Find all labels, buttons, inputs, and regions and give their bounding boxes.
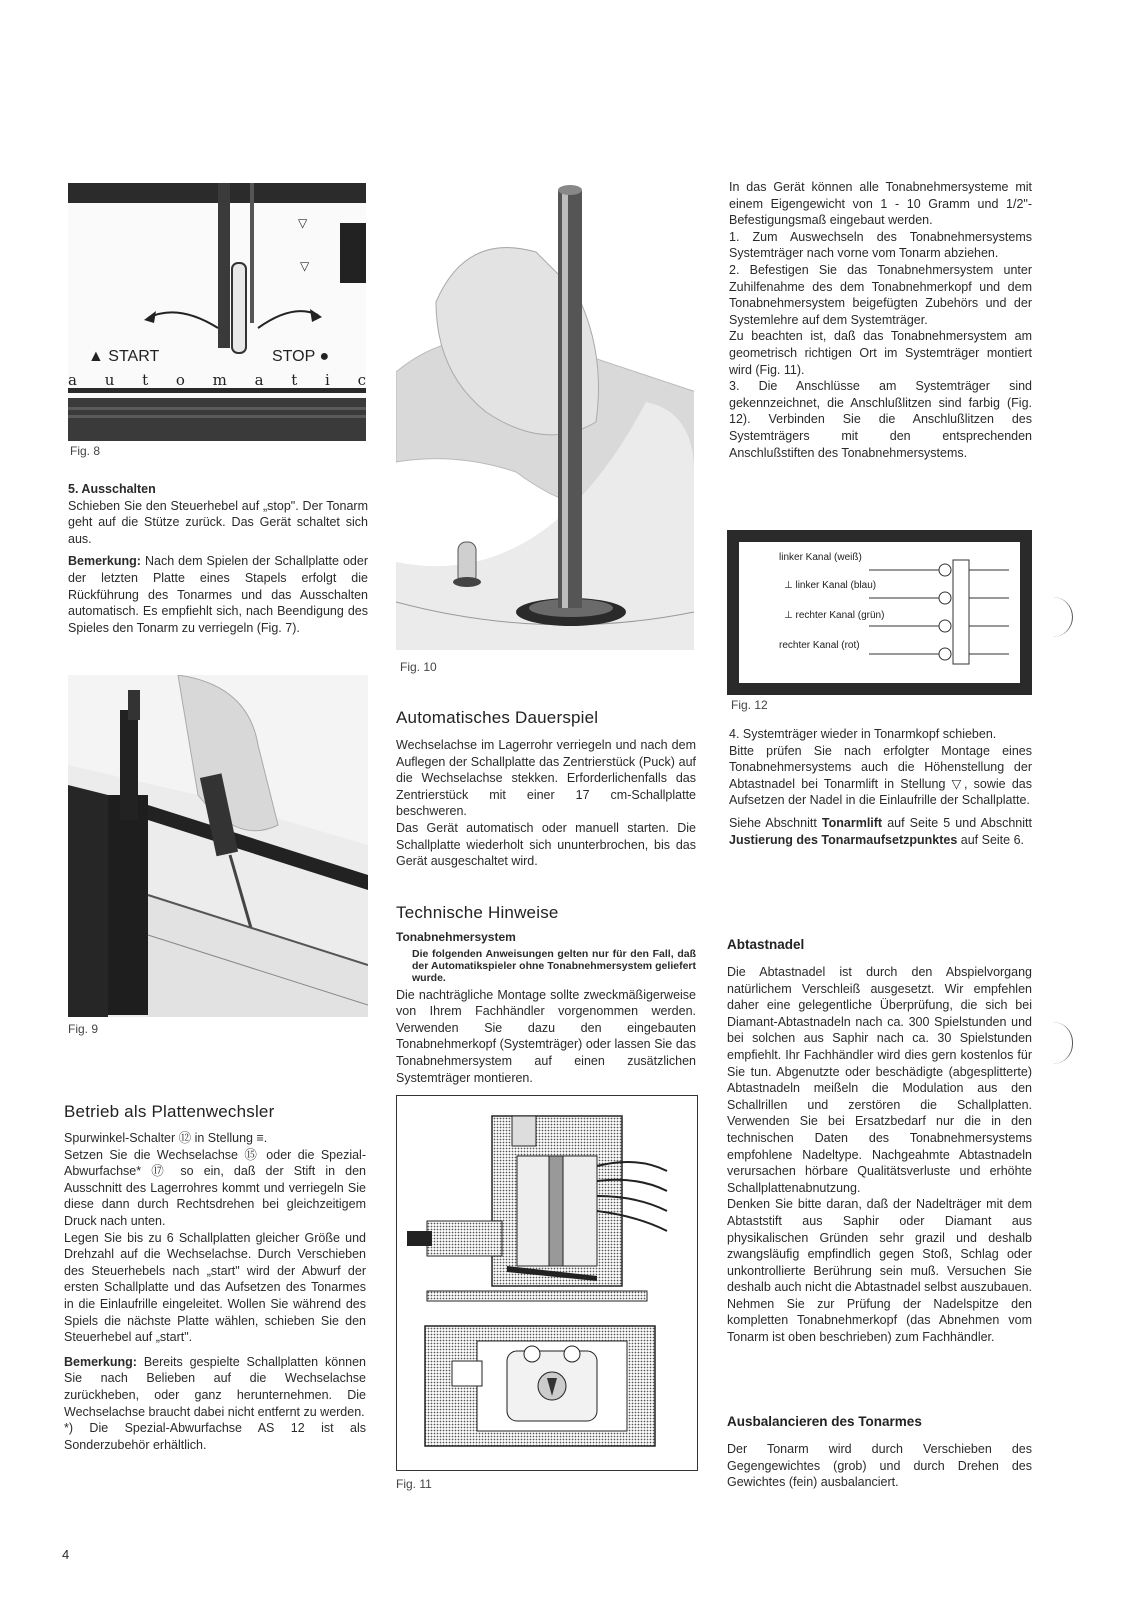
binder-hole-mark	[1042, 597, 1073, 637]
paragraph: Das Gerät automatisch oder manuell starten. Die Schallplatte wiederholt sich ununterbrochen, bis das Gerät ausgeschaltet wird.	[396, 820, 696, 869]
paragraph: Die nachträgliche Montage sollte zweckmäßigerweise von Ihrem Fachhändler vorgenommen werden. Verwenden Sie dazu den eingebauten Tonabnehmerkopf (Systemträger) oder lassen Sie das Tonabnehmersystem auf einen zusätzlichen Systemträger montieren.	[396, 987, 696, 1085]
label-linker-weiss: linker Kanal (weiß)	[779, 552, 862, 563]
footnote: *) Die Spezial-Abwurfachse AS 12 ist als Sonderzubehör erhältlich.	[64, 1421, 366, 1452]
betrieb-heading: Betrieb als Plattenwechsler	[64, 1102, 275, 1121]
label-rechter-rot: rechter Kanal (rot)	[779, 640, 860, 651]
binder-hole-mark	[1040, 1022, 1073, 1064]
section-betrieb	[64, 1130, 366, 1453]
paragraph: Zu beachten ist, daß das Tonabnehmersystem am geometrisch richtigen Ort im Systemträger montiert wird (Fig. 11).	[729, 329, 1032, 377]
paragraph: Denken Sie bitte daran, daß der Nadelträger mit dem Abtaststift aus Saphir oder Diamant aus physikalischen Gründen sehr grazil und deshalb zwangsläufig empfindlich gegen Stoß, Schlag oder unkontrollierte Berührung sein muß. Versuchen Sie deshalb auch nicht die Abtastnadel selbst auszubauen. Nehmen Sie zur Prüfung der Nadelspitze den kompletten Tonabnehmerkopf (das Abnehmen vom Tonarm ist oben beschrieben) zum Fachhändler.	[727, 1197, 1032, 1345]
label-linker-blau: ⊥ linker Kanal (blau)	[784, 580, 877, 591]
stop-label: STOP ●	[272, 348, 330, 365]
label-rechter-gruen: ⊥ rechter Kanal (grün)	[784, 610, 885, 621]
ausbalancieren-heading: Ausbalancieren des Tonarmes	[727, 1414, 922, 1429]
paragraph: Die Abtastnadel ist durch den Abspielvorgang natürlichem Verschleiß ausgesetzt. Wir empfehlen daher eine gelegentliche Überprüfung, die sich bei Diamant-Abtastnadeln nach ca. 300 Spielstunden und bei solchen aus Saphir nach ca. 30 Spielstunden empfiehlt. Ihr Fachhändler wird dies gern kostenlos für Sie tun. Abgenutzte oder beschädigte (abgesplitterte) Abtastnadeln meißeln die Modulation aus den Schallrillen und zerstören die Schallplatten. Verwenden Sie bei Ersatzbedarf nur die in den technischen Daten des Tonabnehmersystems empfohlene Nadeltype. Nachgeahmte Abtastnadeln verursachen hörbare Qualitätsverluste und erhöhte Schallplattenabnutzung.	[727, 965, 1032, 1195]
paragraph: Siehe Abschnitt Tonarmlift auf Seite 5 und Abschnitt Justierung des Tonarmaufsetzpunktes auf Seite 6.	[729, 815, 1032, 847]
technisch-heading: Technische Hinweise	[396, 903, 559, 922]
paragraph: Setzen Sie die Wechselachse ⑮ oder die Spezial-Abwurfachse* ⑰ so ein, daß der Stift in den Ausschnitt des Lagerrohres kommt und verriegeln Sie diese dann durch Rechtsdrehen bei gleichzeitigem Druck nach unten.	[64, 1147, 366, 1228]
paragraph: Schieben Sie den Steuerhebel auf „stop". Der Tonarm geht auf die Stütze zurück. Das Gerät schaltet sich aus.	[68, 498, 368, 546]
small-note: Die folgenden Anweisungen gelten nur für den Fall, daß der Automatikspieler ohne Tonabnehmersystem geliefert wurde.	[412, 947, 696, 984]
section-systemtraeger	[729, 726, 1032, 848]
section-heading: 5. Ausschalten	[68, 482, 156, 496]
lift-symbol-2: ▽	[300, 259, 310, 273]
fig12-caption: Fig. 12	[731, 698, 768, 712]
lift-symbol-1: ▽	[298, 216, 308, 230]
fig11-image	[396, 1095, 698, 1471]
automatic-lettering: a u t o m a t i c	[68, 371, 366, 389]
dauerspiel-heading: Automatisches Dauerspiel	[396, 708, 599, 727]
section-montage	[729, 179, 1032, 461]
fig11-caption: Fig. 11	[396, 1477, 432, 1491]
dot-icon: ●	[319, 348, 330, 365]
paragraph: In das Gerät können alle Tonabnehmersysteme mit einem Eigengewicht von 1 - 10 Gramm und 1/2"-Befestigungsmaß eingebaut werden.	[729, 180, 1032, 228]
section-ausschalten	[68, 481, 368, 636]
paragraph: Wechselachse im Lagerrohr verriegeln und nach dem Auflegen der Schallplatte das Zentrierstück (Puck) auf die Wechselachse stekken. Erforderlichenfalls das Zentrierstück mit einer 17 cm-Schallplatte beschweren.	[396, 738, 696, 819]
note: Bemerkung: Bereits gespielte Schallplatten können Sie nach Belieben auf die Wechselachse zurückheben, oder ganz herunternehmen. Die Wechselachse braucht dabei nicht entfernt zu werden.	[64, 1354, 366, 1419]
note: Bemerkung: Nach dem Spielen der Schallplatte oder der letzten Platte eines Stapels erfolgt die Rückführung des Tonarmes und das Ausschalten automatisch. Es empfiehlt sich, nach Beendigung des Spieles den Tonarm zu verriegeln (Fig. 7).	[68, 554, 368, 635]
subheading: Tonabnehmersystem	[396, 930, 516, 944]
paragraph: 3. Die Anschlüsse am Systemträger sind gekennzeichnet, die Anschlußlitzen sind farbig (Fig. 12). Verbinden Sie die Anschlußlitzen des Systemträgers mit den entsprechenden Anschlußstiften des Tonabnehmersystems.	[729, 379, 1032, 460]
paragraph: Bitte prüfen Sie nach erfolgter Montage eines Tonabnehmersystems auch die Höhenstellung der Abtastnadel bei Tonarmlift in Stellung ▽, sowie das Aufsetzen der Nadel in die Einlaufrille der Schallplatte.	[729, 743, 1032, 808]
triangle-icon: ▲	[88, 348, 104, 365]
page-number: 4	[62, 1547, 70, 1562]
paragraph: Legen Sie bis zu 6 Schallplatten gleicher Größe und Drehzahl auf die Wechselachse. Durch Verschieben des Steuerhebels nach „start" wird der Abwurf der ersten Schallplatte und das Aufsetzen des Tonarmes in die Einlaufrille eingeleitet. Wollen Sie während des Spiels die nächste Platte wählen, schieben Sie den Steuerhebel auf „start".	[64, 1230, 366, 1345]
fig9-caption: Fig. 9	[68, 1022, 99, 1036]
paragraph: Der Tonarm wird durch Verschieben des Gegengewichtes (grob) und durch Drehen des Gewichtes (fein) ausbalanciert.	[727, 1442, 1032, 1490]
start-label: ▲ START	[88, 348, 160, 365]
paragraph: 1. Zum Auswechseln des Tonabnehmersystems Systemträger nach vorne vom Tonarm abziehen.	[729, 229, 1032, 261]
fig10-caption: Fig. 10	[400, 660, 437, 674]
section-abtastnadel	[727, 964, 1032, 1346]
section-ausbalancieren	[727, 1441, 1032, 1491]
fig10-image	[396, 172, 694, 650]
section-technisch	[396, 929, 696, 1086]
abtastnadel-heading: Abtastnadel	[727, 937, 805, 952]
fig12-image	[727, 530, 1032, 695]
paragraph: Spurwinkel-Schalter ⑫ in Stellung ≡.	[64, 1131, 268, 1145]
paragraph: 2. Befestigen Sie das Tonabnehmersystem unter Zuhilfenahme des dem Tonabnehmerkopf und dem Tonabnehmersystem beigefügten Zubehörs und der Systemlehre auf dem Systemträger.	[729, 262, 1032, 327]
section-dauerspiel	[396, 737, 696, 870]
fig8-caption: Fig. 8	[70, 444, 101, 458]
fig8-image	[68, 183, 366, 441]
fig9-image	[68, 675, 368, 1017]
paragraph: 4. Systemträger wieder in Tonarmkopf schieben.	[729, 727, 997, 741]
